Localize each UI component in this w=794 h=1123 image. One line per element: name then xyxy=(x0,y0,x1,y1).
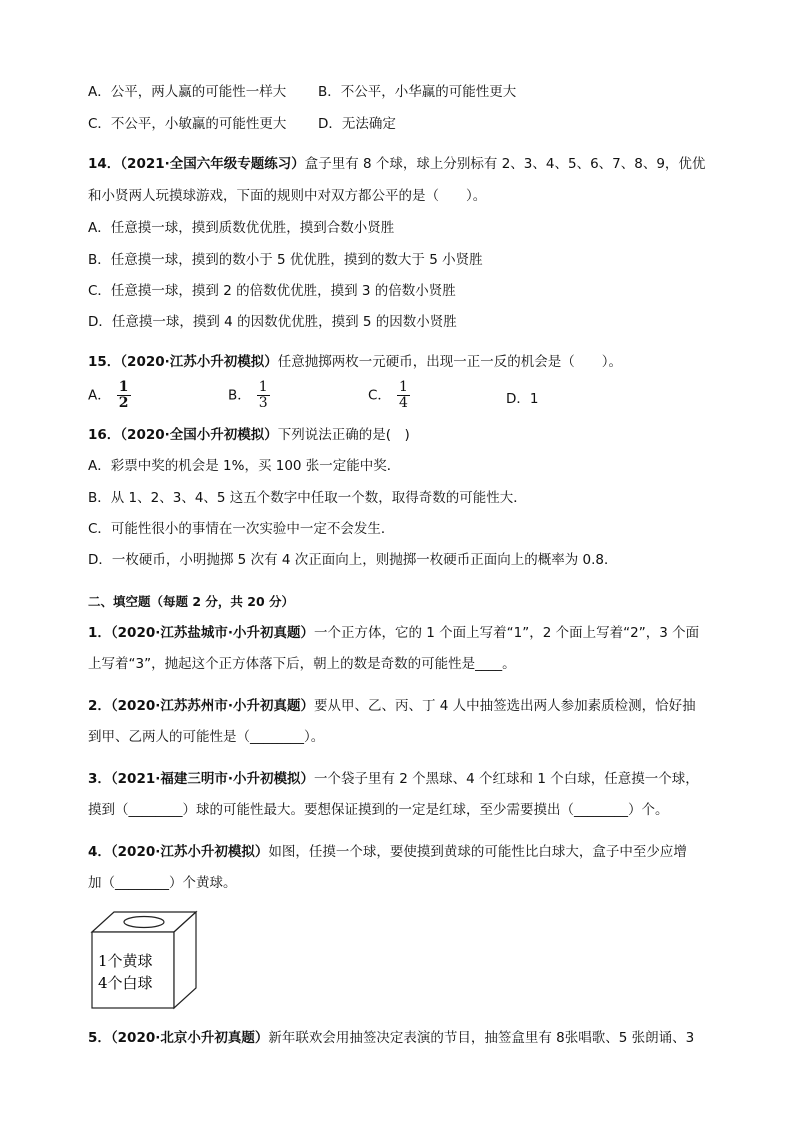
q14-stem-line1 xyxy=(88,154,705,174)
f1-line1 xyxy=(88,623,699,643)
f4-text1: 如图，任摸一个球，要使摸到黄球的可能性比白球大，盒子中至少应增 xyxy=(268,844,687,860)
f2-line1 xyxy=(88,696,696,716)
f3-line2: 摸到（________）球的可能性最大。要想保证摸到的一定是红球，至少需要摸出（________）个。 xyxy=(88,802,669,818)
f3-text1: 一个袋子里有 2 个黑球、4 个红球和 1 个白球，任意摸一个球， xyxy=(314,771,699,787)
q16-stem-text: 下列说法正确的是( ) xyxy=(277,427,410,443)
q13-option-a: A．公平，两人赢的可能性一样大 xyxy=(88,84,287,100)
q16-option-c: C．可能性很小的事情在一次实验中一定不会发生． xyxy=(88,521,395,537)
f1-number: 1． xyxy=(88,625,111,641)
box-label-yellow: 1个黄球 xyxy=(98,952,153,970)
f2-number: 2． xyxy=(88,698,111,714)
f5-number: 5． xyxy=(88,1030,111,1046)
f3-line1 xyxy=(88,769,699,789)
box-opening xyxy=(124,917,164,928)
f5-text1: 新年联欢会用抽签决定表演的节目，抽签盒里有 8张唱歌、5 张朗诵、3 xyxy=(268,1030,695,1046)
f3-source: （2021·福建三明市·小升初模拟） xyxy=(110,771,314,787)
q15-option-a-fraction xyxy=(117,380,131,411)
q15-option-a-label: A． xyxy=(88,387,111,404)
q15-option-c-fraction xyxy=(397,380,410,411)
q15-option-b xyxy=(228,380,270,411)
q13-option-d: D．无法确定 xyxy=(318,116,396,132)
box-label-white: 4个白球 xyxy=(98,974,153,992)
q15-option-d: D．1 xyxy=(506,391,539,407)
q15-option-a-denominator: 2 xyxy=(118,395,129,411)
q15-option-b-numerator: 1 xyxy=(258,379,268,395)
q15-option-c-numerator: 1 xyxy=(398,379,408,395)
q13-option-b: B．不公平，小华赢的可能性更大 xyxy=(318,84,517,100)
f1-text1: 一个正方体，它的 1 个面上写着“1”，2 个面上写着“2”，3 个面 xyxy=(314,625,700,641)
q16-option-b: B．从 1、2、3、4、5 这五个数字中任取一个数，取得奇数的可能性大． xyxy=(88,490,527,506)
q14-option-b: B．任意摸一球，摸到的数小于 5 优优胜，摸到的数大于 5 小贤胜 xyxy=(88,252,483,268)
q14-stem-line2: 和小贤两人玩摸球游戏，下面的规则中对双方都公平的是（ ）。 xyxy=(88,188,487,204)
f2-source: （2020·江苏苏州市·小升初真题） xyxy=(110,698,314,714)
ball-box-figure xyxy=(90,910,200,1010)
box-front-face xyxy=(92,932,174,1008)
f5-line1 xyxy=(88,1028,694,1048)
section-title: 二、填空题（每题 2 分，共 20 分） xyxy=(88,594,295,609)
q15-option-b-denominator: 3 xyxy=(258,395,268,411)
q16-option-a: A．彩票中奖的机会是 1%，买 100 张一定能中奖． xyxy=(88,458,401,474)
f4-line2: 加（________）个黄球。 xyxy=(88,875,237,891)
q16-source: （2020·全国小升初模拟） xyxy=(120,427,278,443)
q15-stem xyxy=(88,352,622,372)
q13-option-c: C．不公平，小敏赢的可能性更大 xyxy=(88,116,287,132)
q15-option-c-denominator: 4 xyxy=(398,395,408,411)
q15-option-b-label: B． xyxy=(228,387,251,404)
q14-stem-text1: 盒子里有 8 个球，球上分别标有 2、3、4、5、6、7、8、9，优优 xyxy=(304,156,706,172)
q14-number: 14． xyxy=(88,156,121,172)
q14-option-a: A．任意摸一球，摸到质数优优胜，摸到合数小贤胜 xyxy=(88,220,395,236)
q14-source: （2021·全国六年级专题练习） xyxy=(120,156,305,172)
f4-number: 4． xyxy=(88,844,111,860)
q15-number: 15． xyxy=(88,354,121,370)
q16-stem xyxy=(88,425,410,445)
f1-source: （2020·江苏盐城市·小升初真题） xyxy=(110,625,314,641)
q15-option-c-label: C． xyxy=(368,387,391,404)
q16-option-d: D．一枚硬币，小明抛掷 5 次有 4 次正面向上，则抛掷一枚硬币正面向上的概率为 0.8． xyxy=(88,552,618,568)
q14-option-d: D．任意摸一球，摸到 4 的因数优优胜，摸到 5 的因数小贤胜 xyxy=(88,314,457,330)
q15-source: （2020·江苏小升初模拟） xyxy=(120,354,278,370)
f2-line2: 到甲、乙两人的可能性是（________）。 xyxy=(88,729,325,745)
q14-option-c: C．任意摸一球，摸到 2 的倍数优优胜，摸到 3 的倍数小贤胜 xyxy=(88,283,456,299)
q15-option-a xyxy=(88,380,131,411)
f2-text1: 要从甲、乙、丙、丁 4 人中抽签选出两人参加素质检测，恰好抽 xyxy=(314,698,696,714)
q15-option-a-numerator: 1 xyxy=(118,379,129,395)
f5-source: （2020·北京小升初真题） xyxy=(110,1030,269,1046)
q15-option-b-fraction xyxy=(257,380,270,411)
q15-stem-text: 任意抛掷两枚一元硬币，出现一正一反的机会是（ ）。 xyxy=(277,354,622,370)
f4-source: （2020·江苏小升初模拟） xyxy=(110,844,269,860)
q16-number: 16． xyxy=(88,427,121,443)
f1-line2: 上写着“3”，抛起这个正方体落下后，朝上的数是奇数的可能性是____。 xyxy=(88,656,516,672)
q15-option-c xyxy=(368,380,410,411)
f4-line1 xyxy=(88,842,687,862)
f3-number: 3． xyxy=(88,771,111,787)
